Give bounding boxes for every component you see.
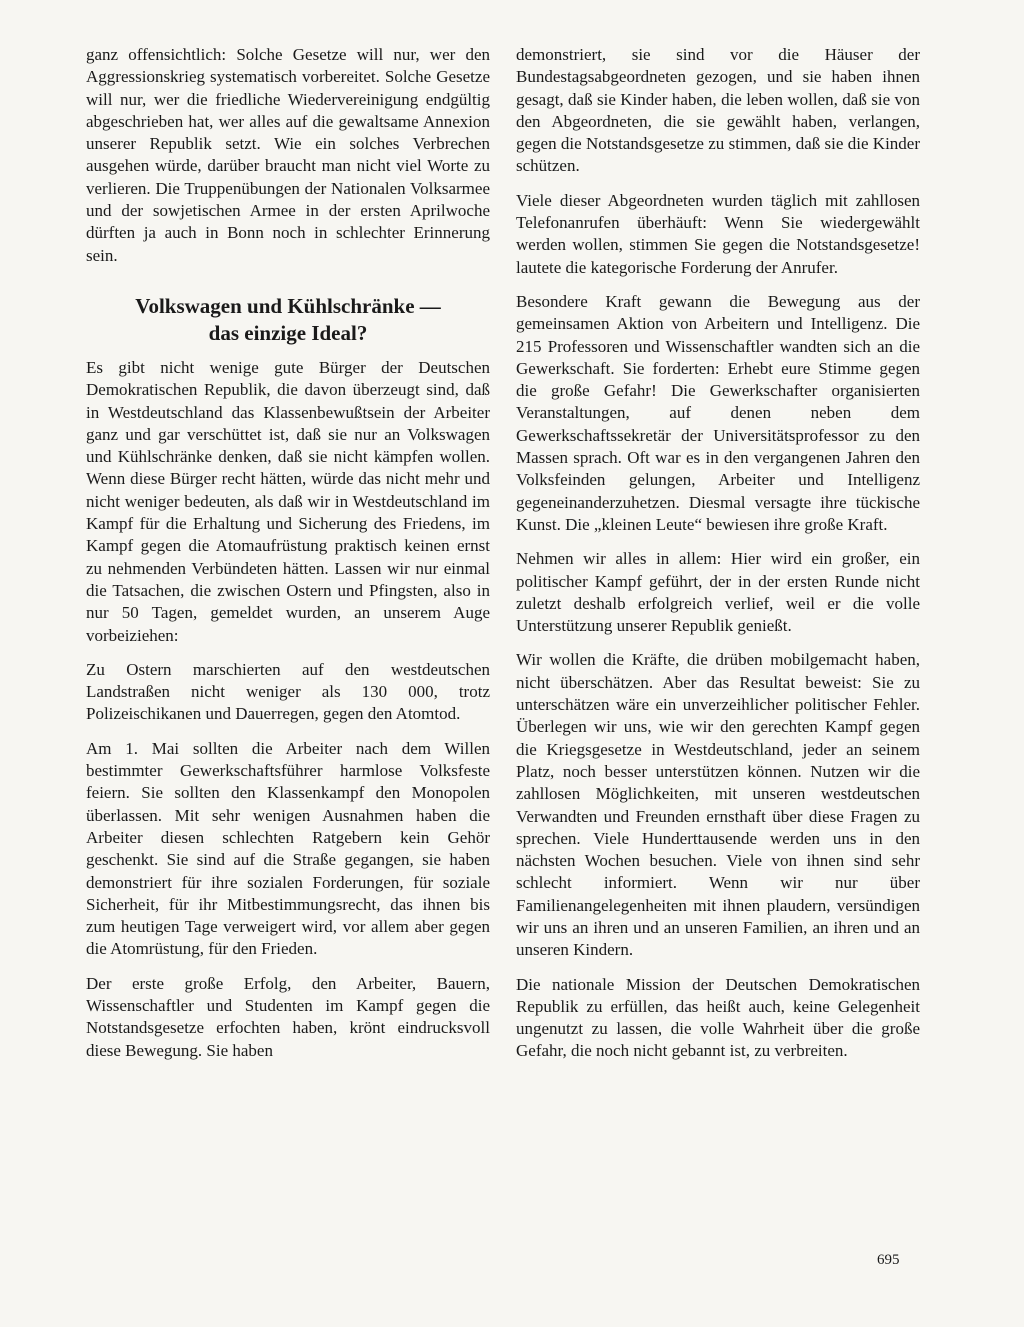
paragraph: Am 1. Mai sollten die Arbeiter nach dem Willen bestimmter Gewerkschaftsführer harmlose Volksfeste feiern. Sie sollten den Klassenkampf den Monopolen überlassen. Mit sehr wenigen Ausnahmen haben die Arbeiter diesen schlechten Ratgebern kein Gehör geschenkt. Sie sind auf die Straße gegangen, sie haben demonstriert für ihre sozialen Forderungen, für soziale Sicherheit, für ihr Mitbestimmungsrecht, das ihnen bis zum heutigen Tage verweigert wird, vor allem aber gegen die Atomrüstung, für den Frieden.	[86, 738, 490, 959]
paragraph: Viele dieser Abgeordneten wurden täglich mit zahllosen Telefonanrufen überhäuft: Wenn Sie wiedergewählt werden wollen, stimmen Sie gegen die Notstandsgesetze! lautete die kategorische Forderung der Anrufer.	[516, 190, 920, 277]
right-column	[516, 44, 920, 1075]
page-number: 695	[877, 1252, 900, 1268]
paragraph: Zu Ostern marschierten auf den westdeutschen Landstraßen nicht weniger als 130 000, trotz Polizeischikanen und Dauerregen, gegen den Atomtod.	[86, 659, 490, 724]
paragraph: Der erste große Erfolg, den Arbeiter, Bauern, Wissenschaftler und Studenten im Kampf gegen die Notstandsgesetze erfochten haben, krönt eindrucksvoll diese Bewegung. Sie haben	[86, 973, 490, 1060]
paragraph: Die nationale Mission der Deutschen Demokratischen Republik zu erfüllen, das heißt auch, keine Gelegenheit ungenutzt zu lassen, die volle Wahrheit über die große Gefahr, die noch nicht gebannt ist, zu verbreiten.	[516, 974, 920, 1061]
section-heading	[86, 293, 490, 347]
paragraph: Es gibt nicht wenige gute Bürger der Deutschen Demokratischen Republik, die davon überzeugt sind, daß in Westdeutschland das Klassenbewußtsein der Arbeiter ganz und gar verschüttet ist, daß sie nur an Volkswagen und Kühlschränke denken, daß sie nicht kämpfen wollen. Wenn diese Bürger recht hätten, würde das nicht mehr und nicht weniger bedeuten, als daß wir in Westdeutschland im Kampf für die Erhaltung und Sicherung des Friedens, im Kampf gegen die Atomaufrüstung praktisch keinen ernst zu nehmenden Verbündeten hätten. Lassen wir nur einmal die Tatsachen, die zwischen Ostern und Pfingsten, also in nur 50 Tagen, gemeldet wurden, an unserem Auge vorbeiziehen:	[86, 357, 490, 645]
paragraph: Besondere Kraft gewann die Bewegung aus der gemeinsamen Aktion von Arbeitern und Intelligenz. Die 215 Professoren und Wissenschaftler wandten sich an die Gewerkschaft. Sie forderten: Erhebt eure Stimme gegen die große Gefahr! Die Gewerkschafter organisierten Veranstaltungen, auf denen neben dem Gewerkschaftssekretär der Universitätsprofessor zu den Massen sprach. Oft war es in den vergangenen Jahren den Volksfeinden gelungen, Arbeiter und Intelligenz gegeneinanderzuhetzen. Diesmal versagte ihre tückische Kunst. Die „kleinen Leute“ bewiesen ihre große Kraft.	[516, 291, 920, 534]
section-heading-line-2: das einzige Ideal?	[208, 320, 368, 345]
paragraph: Nehmen wir alles in allem: Hier wird ein großer, ein politischer Kampf geführt, der in der ersten Runde nicht zuletzt deshalb erfolgreich verlief, weil er die volle Unterstützung unserer Republik genießt.	[516, 549, 920, 636]
paragraph: Wir wollen die Kräfte, die drüben mobilgemacht haben, nicht überschätzen. Aber das Resultat beweist: Sie zu unterschätzen wäre ein unverzeihlicher politischer Fehler. Überlegen wir uns, wie wir den gerechten Kampf gegen die Kriegsgesetze in Westdeutschland, jeder an seinem Platz, noch besser unterstützen können. Nutzen wir die zahllosen Möglichkeiten, mit unseren westdeutschen Verwandten und Freunden ernsthaft über diese Fragen zu sprechen. Viele Hunderttausende werden uns in den nächsten Wochen besuchen. Viele von ihnen sind sehr schlecht informiert. Wenn wir nur über Familienangelegenheiten mit ihnen plaudern, versündigen wir uns an ihren und an unseren Familien, an ihren und an unseren Kindern.	[516, 650, 920, 960]
paragraph: ganz offensichtlich: Solche Gesetze will nur, wer den Aggressionskrieg systematisch vorbereitet. Solche Gesetze will nur, wer die friedliche Wiedervereinigung endgültig abgeschrieben hat, wer alles auf die gewaltsame Annexion unserer Republik setzt. Wie ein solches Verbrechen ausgehen würde, darüber braucht man nicht viel Worte zu verlieren. Die Truppenübungen der Nationalen Volksarmee und der sowjetischen Armee in der ersten Aprilwoche dürften ja auch in Bonn noch in schlechter Erinnerung sein.	[86, 45, 490, 265]
section-heading-line-1: Volkswagen und Kühlschränke —	[135, 293, 441, 318]
left-column	[86, 44, 490, 1074]
paragraph: demonstriert, sie sind vor die Häuser der Bundestagsabgeordneten gezogen, und sie haben ihnen gesagt, daß sie Kinder haben, die leben wollen, daß sie von den Abgeordneten, die sie gewählt haben, verlangen, gegen die Notstandsgesetze zu stimmen, daß sie die Kinder schützen.	[516, 45, 920, 176]
